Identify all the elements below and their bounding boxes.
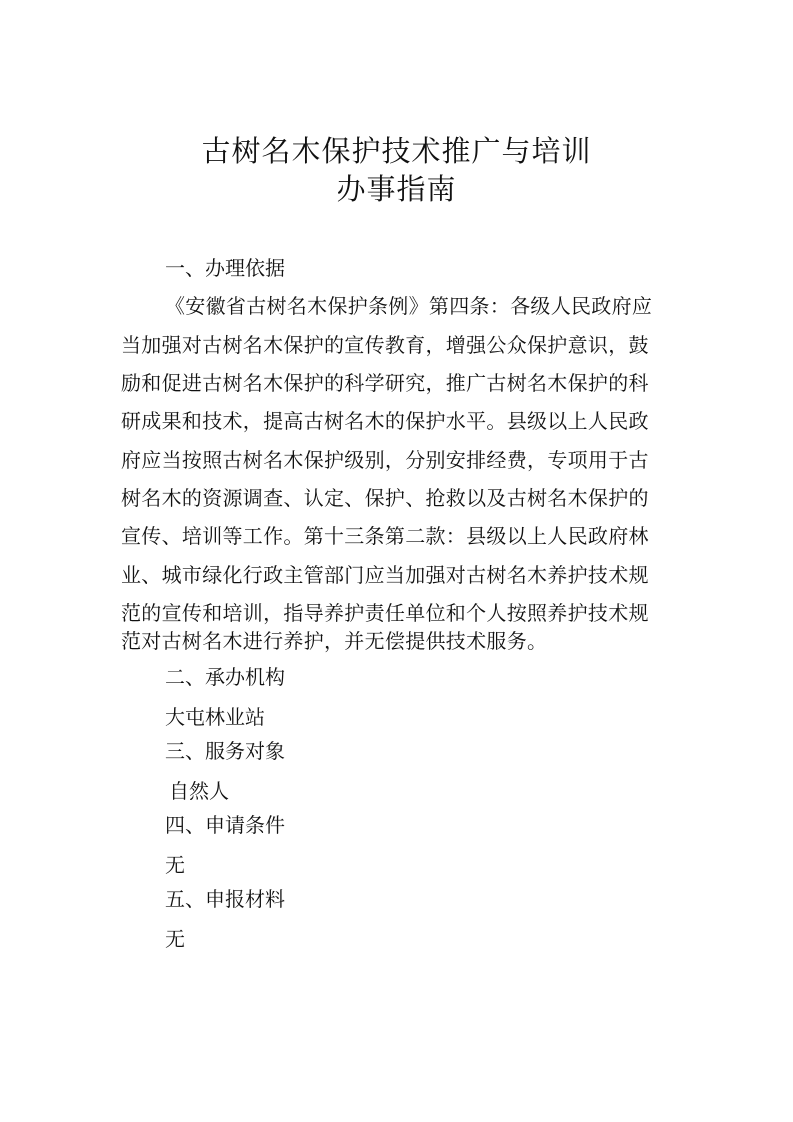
- section-heading-conditions: 四、申请条件: [165, 813, 285, 837]
- agency-value: 大屯林业站: [165, 705, 265, 729]
- section-heading-agency: 二、承办机构: [165, 665, 285, 689]
- target-value: 自然人: [169, 779, 229, 803]
- basis-text-line: 范对古树名木进行养护，并无偿提供技术服务。: [121, 629, 548, 653]
- section-heading-basis: 一、办理依据: [165, 256, 285, 280]
- conditions-value: 无: [165, 853, 185, 877]
- basis-text-line: 范的宣传和培训，指导养护责任单位和个人按照养护技术规: [121, 601, 649, 625]
- materials-value: 无: [165, 927, 185, 951]
- basis-text-line: 树名木的资源调查、认定、保护、抢救以及古树名木保护的: [121, 486, 649, 510]
- basis-text-line: 府应当按照古树名木保护级别，分别安排经费，专项用于古: [121, 448, 649, 472]
- basis-text-line: 当加强对古树名木保护的宣传教育，增强公众保护意识，鼓: [121, 333, 649, 357]
- basis-text-line: 宣传、培训等工作。第十三条第二款：县级以上人民政府林: [121, 524, 649, 548]
- basis-text-line: 业、城市绿化行政主管部门应当加强对古树名木养护技术规: [121, 563, 649, 587]
- section-heading-materials: 五、申报材料: [165, 887, 285, 911]
- document-subtitle: 办事指南: [336, 172, 457, 206]
- basis-text-line: 研成果和技术，提高古树名木的保护水平。县级以上人民政: [121, 409, 649, 433]
- document-title: 古树名木保护技术推广与培训: [201, 134, 592, 168]
- section-heading-target: 三、服务对象: [165, 739, 285, 763]
- basis-text-line: 《安徽省古树名木保护条例》第四条：各级人民政府应: [165, 294, 653, 318]
- basis-text-line: 励和促进古树名木保护的科学研究，推广古树名木保护的科: [121, 371, 649, 395]
